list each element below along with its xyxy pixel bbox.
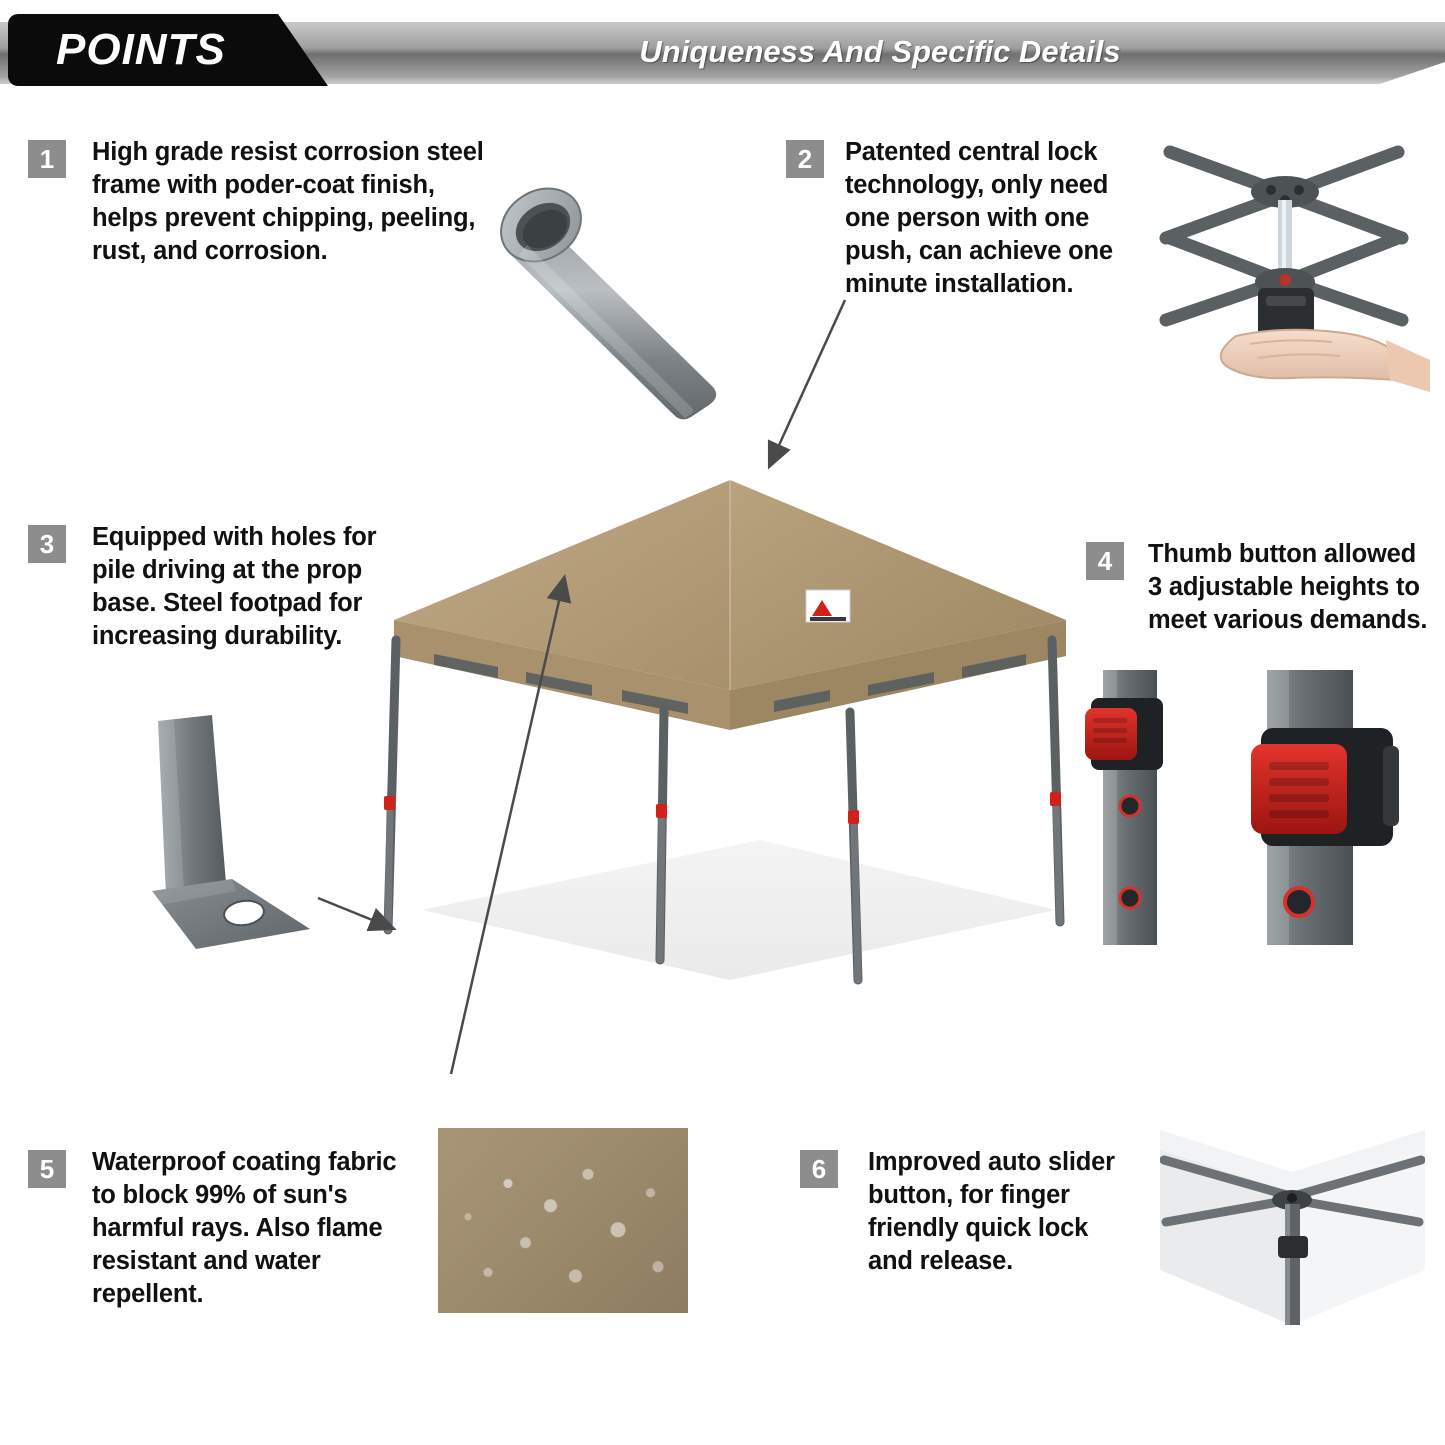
central-lock-photo: [1140, 130, 1430, 420]
point-2-badge: 2: [786, 140, 824, 178]
steel-tube-photo: [495, 175, 755, 425]
point-2-text: Patented central lock technology, only need one person with one push, can achieve one minute installation.: [845, 138, 1113, 298]
canopy-illustration: [330, 440, 1090, 1100]
waterproof-fabric-photo: [438, 1128, 688, 1313]
header-banner: [0, 0, 1445, 98]
point-6-text: Improved auto slider button, for finger friendly quick lock and release.: [868, 1148, 1115, 1275]
point-3-text: Equipped with holes for pile driving at the prop base. Steel footpad for increasing durability.: [92, 523, 377, 650]
point-4-text: Thumb button allowed 3 adjustable heights to meet various demands.: [1148, 540, 1428, 634]
page-title: POINTS: [56, 25, 226, 74]
point-1-badge: 1: [28, 140, 66, 178]
point-3-badge: 3: [28, 525, 66, 563]
header-subtitle: Uniqueness And Specific Details: [639, 34, 1121, 69]
auto-slider-photo: [1160, 1130, 1425, 1325]
point-4-badge: 4: [1086, 542, 1124, 580]
thumb-button-photo: [1085, 670, 1430, 945]
point-5-badge: 5: [28, 1150, 66, 1188]
point-5-text: Waterproof coating fabric to block 99% of sun's harmful rays. Also flame resistant and water repellent.: [92, 1148, 397, 1308]
point-1-text: High grade resist corrosion steel frame with poder-coat finish, helps prevent chipping, peeling, rust, and corrosion.: [92, 138, 484, 265]
steel-footpad-photo: [140, 715, 340, 950]
point-6-badge: 6: [800, 1150, 838, 1188]
